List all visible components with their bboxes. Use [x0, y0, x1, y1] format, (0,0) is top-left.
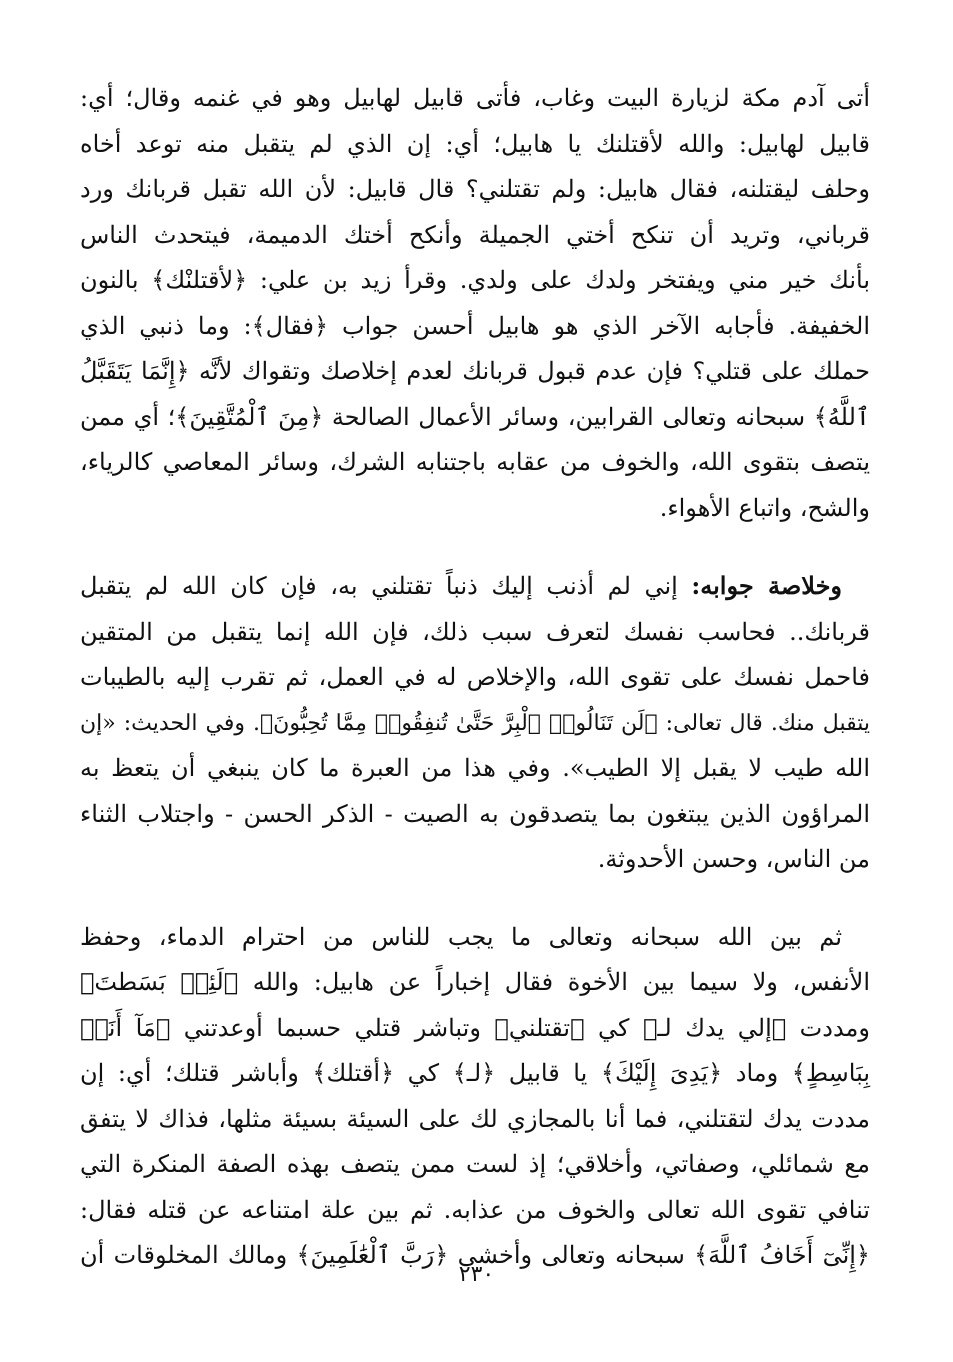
paragraph-2	[80, 563, 870, 883]
paragraph-lead: وخلاصة جوابه:	[691, 571, 842, 600]
paragraph-1	[80, 76, 870, 531]
text-line: المراؤون الذين يبتغون بما يتصدقون به الصيت - الذكر الحسن - واجتلاب الثناء	[80, 799, 870, 828]
text-line: بأنك خير مني ويفتخر ولدك على ولدي. وقرأ زيد بن علي: ﴿لأقتلنْك﴾ بالنون	[80, 266, 870, 294]
page-body	[80, 76, 870, 1279]
text-line: من الناس، وحسن الأحدوثة.	[597, 845, 870, 873]
text-line: أتى آدم مكة لزيارة البيت وغاب، فأتى قابيل لهابيل وهو في غنمه وقال؛ أي:	[80, 84, 870, 112]
text-line: بِبَاسِطٍ﴾ وماد ﴿يَدِىَ إِلَيْكَ﴾ يا قابيل ﴿لـ﴾ كي ﴿أقتلك﴾ وأباشر قتلك؛ أي: إن	[80, 1059, 870, 1087]
text-line: قرباني، وتريد أن تنكح أختي الجميلة وأنكح أختك الدميمة، فيتحدث الناس	[80, 220, 870, 249]
text-line: تنافي تقوى الله تعالى والخوف من عذابه. ثم بين علة امتناعه عن قتله فقال:	[80, 1195, 870, 1224]
text-line: ﴿إِنِّىٓ أَخَافُ ٱللَّهَ﴾ سبحانه وتعالى وأخشى ﴿رَبَّ ٱلْعَٰلَمِينَ﴾ ومالك المخلوقات أن	[80, 1241, 870, 1269]
text-line: ٱللَّهُ﴾ سبحانه وتعالى القرابين، وسائر الأعمال الصالحة ﴿مِنَ ٱلْمُتَّقِينَ﴾؛ أي ممن	[80, 402, 870, 431]
page-number: ٢٣٠	[458, 1262, 495, 1287]
text-line: فاحمل نفسك على تقوى الله، والإخلاص له في العمل، ثم تقرب إليه بالطيبات	[80, 663, 870, 691]
text-line: الأنفس، ولا سيما بين الأخوة فقال إخباراً عن هابيل: والله ﴿لَئِنۢ بَسَطتَ﴾	[80, 968, 870, 996]
text-line: مع شمائلي، وصفاتي، وأخلاقي؛ إذ لست ممن يتصف بهذه الصفة المنكرة التي	[80, 1150, 871, 1178]
text-line: الخفيفة. فأجابه الآخر الذي هو هابيل أحسن جواب ﴿فقال﴾: وما ذنبي الذي	[80, 311, 871, 340]
text-line: وحلف ليقتلنه، فقال هابيل: ولم تقتلني؟ قال قابيل: لأن الله تقبل قربانك ورد	[80, 175, 870, 203]
text-line: يتقبل منك. قال تعالى: ﴿لَن تَنَالُوا۟ ٱلْبِرَّ حَتَّىٰ تُنفِقُوا۟ مِمَّا تُحِبُّونَ﴾. وفي الحديث: «إن	[80, 710, 870, 736]
text-line	[80, 563, 870, 610]
text-line: قربانك.. فحاسب نفسك لتعرف سبب ذلك، فإن الله إنما يتقبل من المتقين	[80, 617, 871, 646]
text-line: مددت يدك لتقتلني، فما أنا بالمجازي لك على السيئة بسيئة مثلها، فذاك لا يتفق	[80, 1104, 870, 1133]
text-line: ومددت ﴿إلي يدك لـ﴾ كي ﴿تقتلني﴾ وتباشر قتلي حسبما أوعدتني ﴿مَآ أَنَا۠	[80, 1013, 870, 1042]
text-line: يتصف بتقوى الله، والخوف من عقابه باجتنابه الشرك، وسائر المعاصي كالرياء،	[80, 448, 870, 476]
text-line: ثم بين الله سبحانه وتعالى ما يجب للناس من احترام الدماء، وحفظ	[80, 922, 842, 951]
text-line: قابيل لهابيل: والله لأقتلنك يا هابيل؛ أي: إن الذي لم يتقبل منه توعد أخاه	[80, 129, 870, 158]
paragraph-3	[80, 915, 870, 1279]
text-line: والشح، واتباع الأهواء.	[659, 493, 870, 522]
text-line: حملك على قتلي؟ فإن عدم قبول قربانك لعدم إخلاصك وتقواك لأنَّه ﴿إِنَّمَا يَتَقَبَّلُ	[80, 357, 870, 385]
text-line: الله طيب لا يقبل إلا الطيب». وفي هذا من العبرة ما كان ينبغي أن يتعظ به	[80, 754, 870, 782]
text-line-rest: إني لم أذنب إليك ذنباً تقتلني به، فإن كان الله لم يتقبل	[80, 572, 692, 600]
